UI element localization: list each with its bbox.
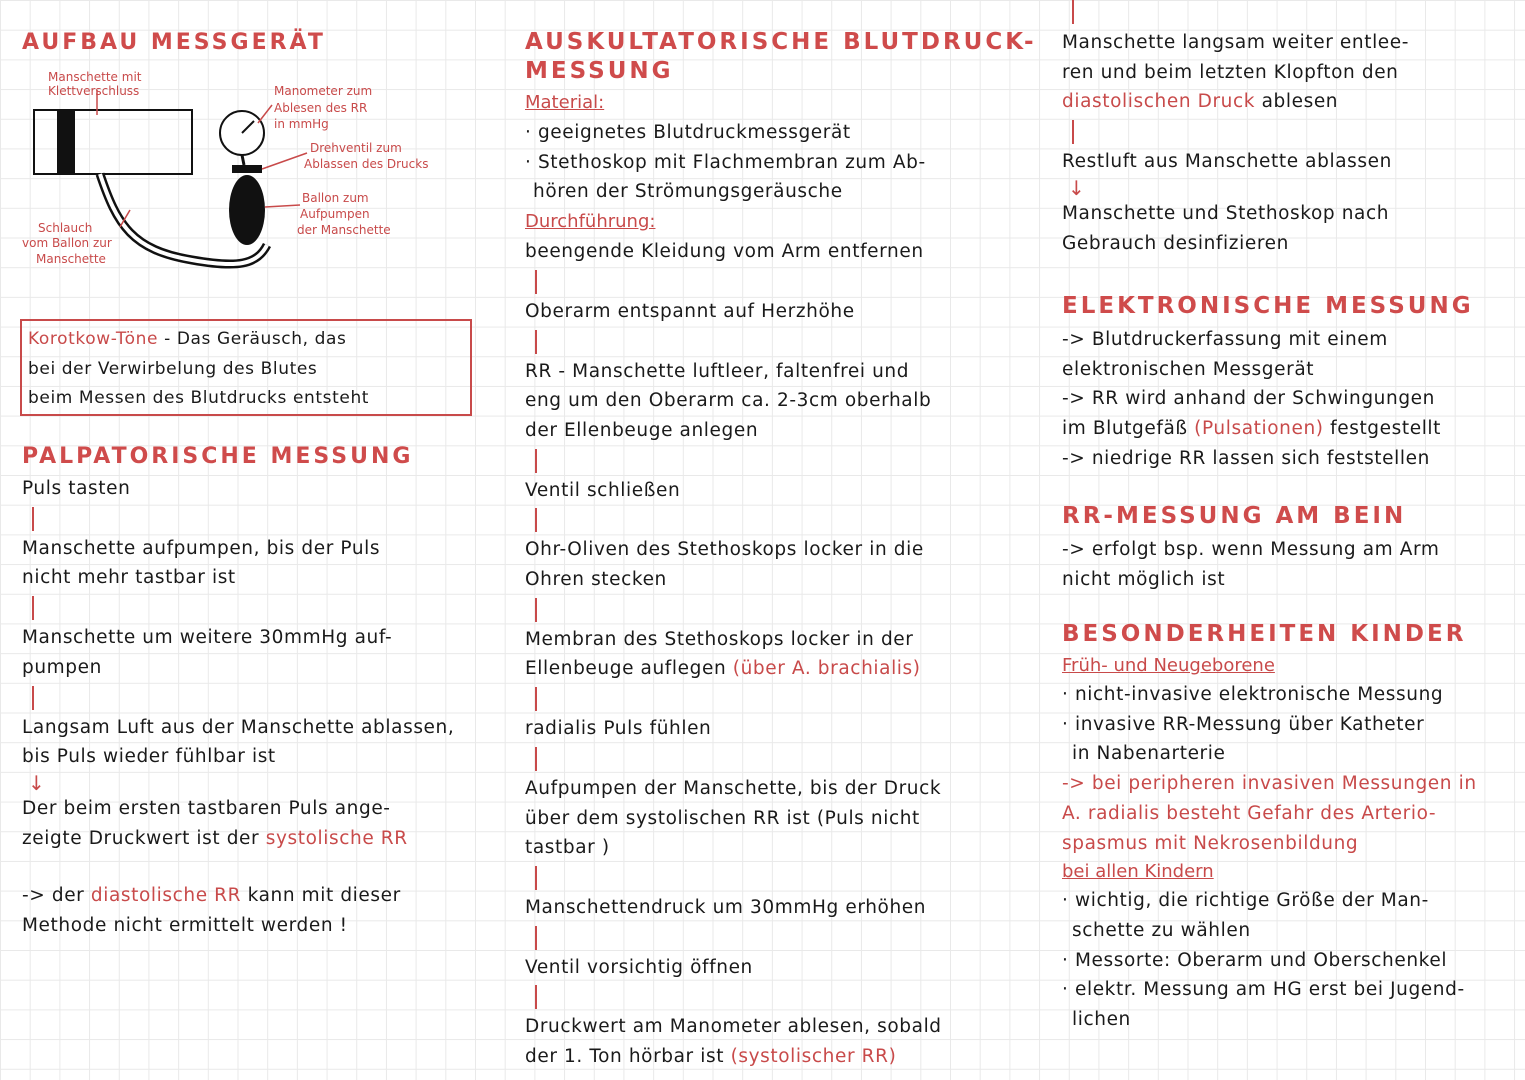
step-connector <box>535 985 537 1009</box>
valve-shape <box>232 165 262 173</box>
title-palpatorisch: PALPATORISCHE MESSUNG <box>22 444 414 469</box>
velcro-strip <box>57 110 75 174</box>
step-connector <box>535 330 537 354</box>
step-connector <box>32 686 34 710</box>
label-drehventil: Drehventil zum Ablassen des Drucks <box>304 141 429 171</box>
step-connector <box>32 596 34 620</box>
step-connector <box>1072 0 1074 24</box>
title-aufbau: AUFBAU MESSGERÄT <box>22 30 326 55</box>
step-connector <box>535 866 537 890</box>
step-connector <box>535 270 537 294</box>
title-kinder: BESONDERHEITEN KINDER <box>1062 621 1467 647</box>
step-connector <box>32 507 34 531</box>
korotkow-term: Korotkow-Töne <box>28 329 159 349</box>
label-schlauch: Schlauch vom Ballon zur Manschette <box>22 221 112 266</box>
label-ballon: Ballon zum Aufpumpen der Manschette <box>297 191 391 237</box>
palpatorisch-steps: Puls tasten Manschette aufpumpen, bis der Puls nicht mehr tastbar ist Manschette um weitere 30mmHg auf- pumpen Langsam Luft aus der Manschette ablassen, bis Puls wieder fühlbar ist ↓ Der beim ersten tastbaren Puls ange- zeigte Druckwert ist der systolische RR -> der diastolische RR kann mit dieser Methode nicht ermittelt werden ! <box>22 474 492 941</box>
subtitle-alle: bei allen Kindern <box>1062 861 1214 883</box>
title-elektronisch: ELEKTRONISCHE MESSUNG <box>1062 293 1474 319</box>
korotkow-box: Korotkow-Töne - Das Geräusch, das bei der Verwirbelung des Blutes beim Messen des Blutdrucks entsteht <box>20 319 472 416</box>
step-connector <box>535 687 537 711</box>
step-connector <box>535 508 537 532</box>
arrow-down-icon: ↓ <box>28 770 45 795</box>
step-connector <box>535 926 537 950</box>
label-manschette: Manschette mit Klettverschluss <box>48 70 142 98</box>
subtitle-durchfuehrung: Durchführung: <box>525 211 656 233</box>
step-connector <box>535 598 537 622</box>
title-auskultatorisch: AUSKULTATORISCHE BLUTDRUCK- MESSUNG <box>525 29 1037 84</box>
palpatorisch-note: -> der diastolische RR kann mit dieser <box>22 885 401 907</box>
label-manometer: Manometer zum Ablesen des RR in mmHg <box>274 84 373 131</box>
subtitle-material: Material: <box>525 92 605 113</box>
arrow-down-icon: ↓ <box>1068 175 1085 200</box>
step-connector <box>535 449 537 473</box>
bulb-shape <box>229 175 265 245</box>
subtitle-frueh: Früh- und Neugeborene <box>1062 655 1275 676</box>
step-connector <box>535 747 537 771</box>
title-bein: RR-MESSUNG AM BEIN <box>1062 503 1407 529</box>
blood-pressure-device-diagram <box>22 65 492 325</box>
step-connector <box>1072 120 1074 144</box>
